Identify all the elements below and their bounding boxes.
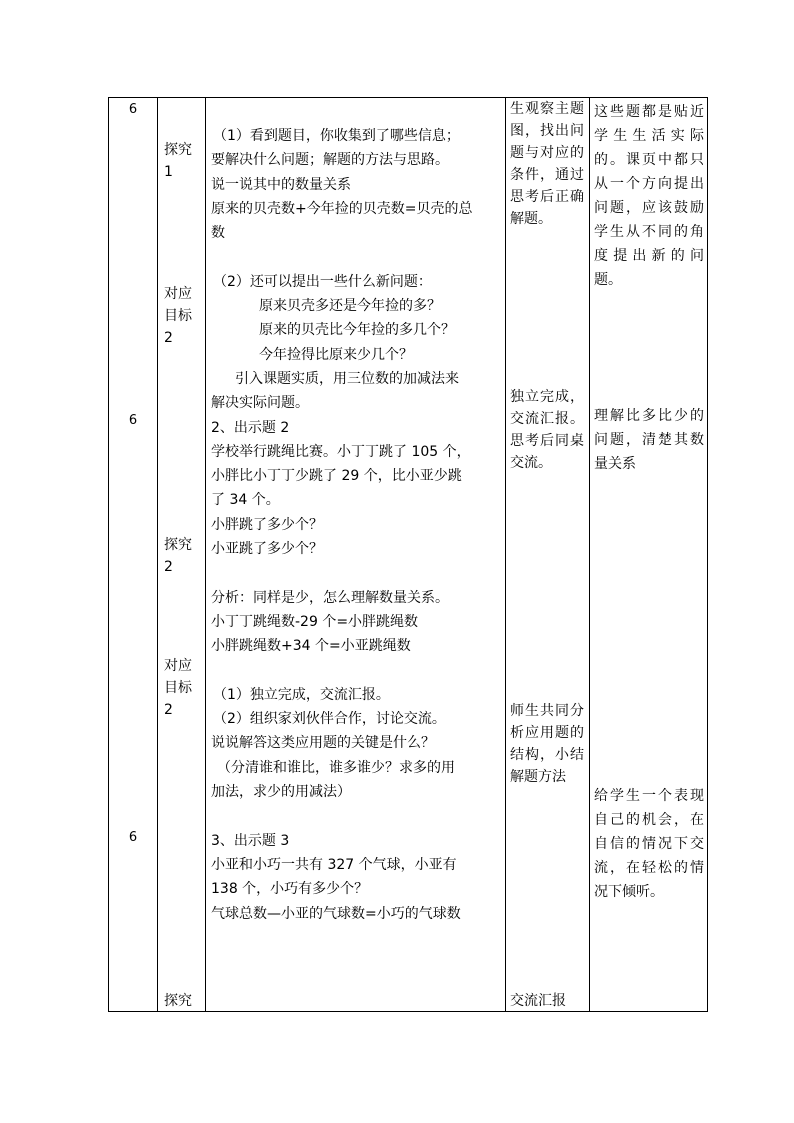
student-activity	[510, 386, 584, 474]
content-line	[211, 804, 503, 828]
step-label-line: 目标	[164, 308, 192, 324]
teaching-content	[211, 124, 503, 926]
step-label-line: 2	[164, 330, 173, 346]
content-line: 3、出示题 3	[211, 832, 290, 849]
content-line: 解决实际问题。	[211, 395, 309, 412]
intent-text: 理解比多比少的问题，清楚其数量关系	[594, 408, 704, 472]
content-line: 气球总数—小亚的气球数=小巧的气球数	[211, 905, 461, 922]
content-line: （分清谁和谁比，谁多谁少？求多的用	[217, 759, 455, 776]
content-line: （1）看到题目，你收集到了哪些信息；	[213, 128, 460, 144]
content-line: 要解决什么问题；解题的方法与思路。	[211, 152, 449, 169]
activity-text: 交流汇报	[510, 993, 566, 1009]
content-line: 2、出示题 2	[211, 419, 290, 436]
intent-text: 给学生一个表现自己的机会，在自信的情况下交流，在轻松的情况下倾听。	[594, 788, 704, 900]
step-label-line: 探究	[164, 537, 192, 553]
student-activity	[510, 98, 584, 230]
time-number: 6	[128, 102, 138, 117]
step-label	[164, 534, 204, 578]
design-intent	[594, 404, 704, 476]
activity-text: 生观察主题图，找出问题与对应的条件，通过思考后正确解题。	[510, 101, 584, 227]
step-label	[164, 990, 204, 1012]
content-line: 小胖比小丁丁少跳了 29 个，比小亚少跳	[211, 468, 462, 485]
content-line: 原来的贝壳比今年捡的多几个？	[259, 322, 455, 339]
column-divider	[157, 97, 158, 1012]
step-label-line: 2	[164, 559, 173, 575]
time-number: 6	[128, 413, 138, 428]
column-divider	[205, 97, 206, 1012]
content-line: 原来的贝壳数+今年捡的贝壳数=贝壳的总	[211, 200, 473, 217]
content-line: 小亚跳了多少个？	[211, 541, 323, 558]
step-label-line: 探究	[164, 993, 192, 1009]
content-line: 原来贝壳多还是今年捡的多？	[259, 298, 441, 315]
content-line: （2）组织家刘伙伴合作，讨论交流。	[213, 711, 446, 728]
step-label-line: 探究	[164, 142, 192, 158]
content-line: 小丁丁跳绳数-29 个=小胖跳绳数	[211, 613, 419, 630]
activity-text: 独立完成，交流汇报。思考后同桌交流。	[510, 389, 584, 471]
content-line: 分析：同样是少，怎么理解数量关系。	[211, 589, 449, 606]
design-intent	[594, 100, 704, 292]
content-line	[211, 659, 503, 683]
content-line: 138 个，小巧有多少个？	[211, 881, 369, 898]
content-line: 小胖跳绳数+34 个=小亚跳绳数	[211, 638, 411, 655]
activity-text: 师生共同分析应用题的结构，小结解题方法	[510, 703, 584, 785]
content-line: 说说解答这类应用题的关键是什么？	[211, 735, 435, 752]
step-label-line: 对应	[164, 286, 192, 302]
content-line: 引入课题实质，用三位数的加减法来	[235, 370, 459, 387]
design-intent	[594, 784, 704, 904]
content-line: 小亚和小巧一共有 327 个气球，小亚有	[211, 856, 457, 873]
step-label	[164, 655, 204, 721]
student-activity	[510, 700, 584, 788]
content-line: 加法，求少的用减法）	[211, 784, 351, 801]
step-label-line: 对应	[164, 658, 192, 674]
step-label	[164, 283, 204, 349]
time-number: 6	[128, 830, 138, 845]
content-line: 小胖跳了多少个？	[211, 516, 323, 533]
step-label	[164, 139, 204, 183]
student-activity	[510, 990, 584, 1012]
content-line	[211, 561, 503, 585]
intent-text: 这些题都是贴近学生生活实际的。课页中都只从一个方向提出问题，应该鼓励学生从不同的角度提出新的问题。	[594, 104, 704, 288]
content-line: 了 34 个。	[211, 492, 280, 509]
column-divider	[505, 97, 506, 1012]
column-divider	[589, 97, 590, 1012]
step-label-line: 目标	[164, 680, 192, 696]
content-line: （1）独立完成，交流汇报。	[213, 686, 390, 703]
step-label-line: 2	[164, 702, 173, 718]
content-line: （2）还可以提出一些什么新问题：	[213, 273, 432, 290]
content-line: 学校举行跳绳比赛。小丁丁跳了 105 个，	[211, 443, 471, 460]
content-line	[211, 245, 503, 269]
content-line: 说一说其中的数量关系	[211, 176, 351, 193]
step-label-line: 1	[164, 164, 173, 180]
content-line: 数	[211, 225, 225, 242]
content-line: 今年捡得比原来少几个？	[259, 346, 413, 363]
